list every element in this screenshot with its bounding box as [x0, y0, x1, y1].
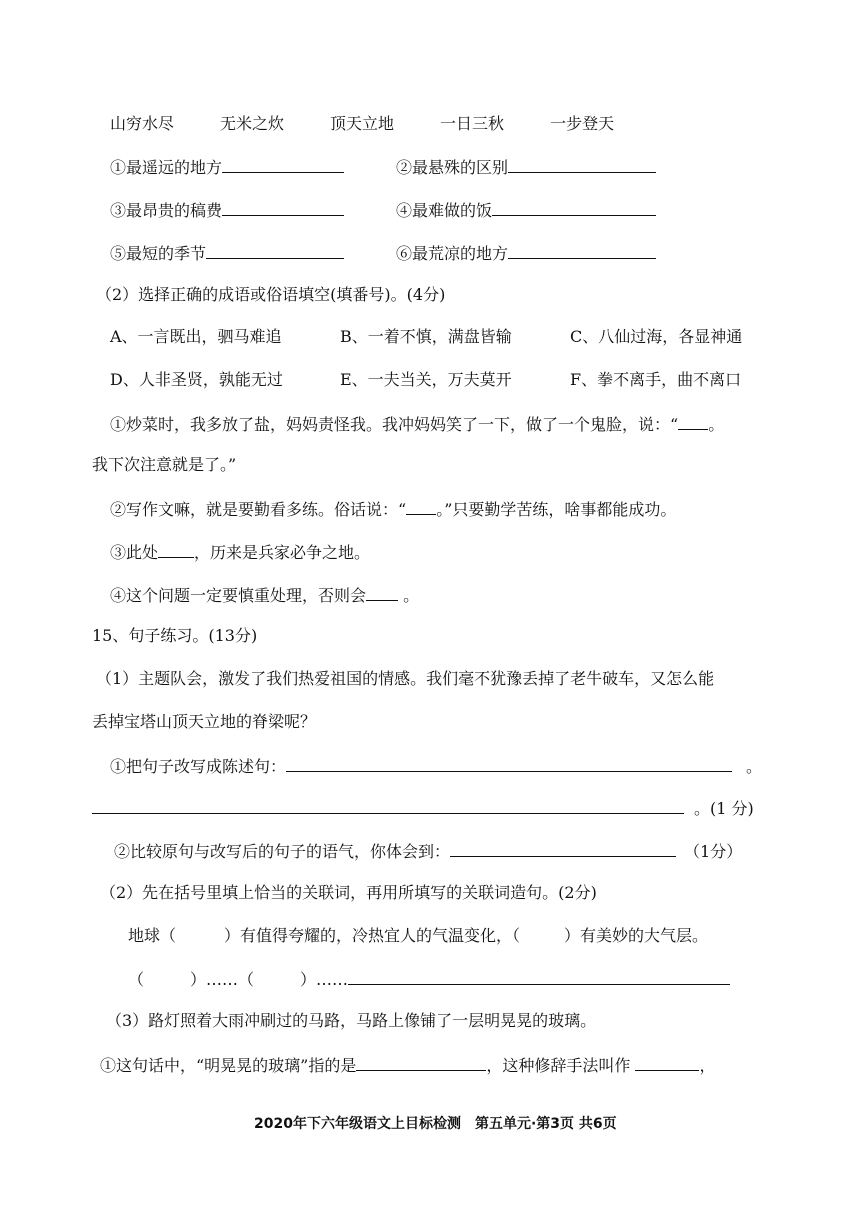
question-line: （3）路灯照着大雨冲刷过的马路，马路上像铺了一层明晃晃的玻璃。 — [106, 1011, 597, 1030]
option: A、一言既出，驷马难追 — [110, 327, 282, 346]
answer-blank[interactable] — [508, 156, 656, 173]
idiom: 一步登天 — [550, 114, 615, 133]
q1-item: ⑤最短的季节 — [110, 242, 344, 264]
q1-item: ④最难做的饭 — [396, 199, 656, 221]
question-line: 地球（ ）有值得夸耀的，冷热宜人的气温变化，（ ）有美妙的大气层。 — [128, 926, 709, 945]
q1-item: ⑥最荒凉的地方 — [396, 242, 656, 264]
section-heading: （2）选择正确的成语或俗语填空(填番号)。(4分) — [96, 285, 446, 304]
answer-blank[interactable] — [635, 1054, 699, 1071]
answer-blank[interactable] — [92, 797, 684, 814]
answer-blank[interactable] — [406, 498, 436, 515]
question-line: ①这句话中，“明晃晃的玻璃”指的是 ，这种修辞手法叫作 ， — [100, 1056, 716, 1075]
q1-item: ③最昂贵的稿费 — [110, 199, 344, 221]
idiom: 山穷水尽 — [110, 114, 175, 133]
question-line: ②比较原句与改写后的句子的语气，你体会到： （1分） — [114, 842, 743, 861]
answer-blank[interactable] — [348, 968, 730, 985]
q1-item: ①最遥远的地方 — [110, 156, 344, 178]
question-line: （1）主题队会，激发了我们热爱祖国的情感。我们毫不犹豫丢掉了老牛破车，又怎么能 — [96, 669, 715, 688]
option: E、一夫当关，万夫莫开 — [340, 370, 512, 389]
page-footer: 2020年下六年级语文上目标检测 第五单元·第3页 共6页 — [254, 1116, 617, 1132]
q1-item: ②最悬殊的区别 — [396, 156, 656, 178]
question-line: ③此处 ，历来是兵家必争之地。 — [110, 543, 371, 562]
question-line: 。(1 分) — [92, 797, 754, 819]
answer-blank[interactable] — [450, 840, 676, 857]
idiom: 一日三秋 — [440, 114, 505, 133]
option: B、一着不慎，满盘皆输 — [340, 327, 512, 346]
answer-blank[interactable] — [508, 242, 656, 259]
question-line: 丢掉宝塔山顶天立地的脊梁呢？ — [92, 712, 317, 731]
question-line: ①炒菜时，我多放了盐，妈妈责怪我。我冲妈妈笑了一下，做了一个鬼脸，说：“ 。 — [110, 415, 725, 434]
question-line: 我下次注意就是了。” — [92, 455, 237, 474]
answer-blank[interactable] — [492, 199, 656, 216]
answer-blank[interactable] — [158, 541, 194, 558]
section-heading: 15、句子练习。(13分) — [92, 626, 258, 645]
option: F、拳不离手，曲不离口 — [570, 370, 742, 389]
answer-blank[interactable] — [222, 156, 344, 173]
answer-blank[interactable] — [222, 199, 344, 216]
question-line: （ ）……（ ）…… — [128, 968, 730, 990]
idiom: 顶天立地 — [330, 114, 395, 133]
idiom: 无米之炊 — [220, 114, 285, 133]
answer-blank[interactable] — [356, 1054, 486, 1071]
question-line: ①把句子改写成陈述句： 。 — [110, 757, 763, 776]
answer-blank[interactable] — [366, 584, 398, 601]
option: D、人非圣贤，孰能无过 — [110, 370, 283, 389]
option: C、八仙过海，各显神通 — [570, 327, 743, 346]
answer-blank[interactable] — [678, 413, 708, 430]
answer-blank[interactable] — [206, 242, 344, 259]
question-line: （2）先在括号里填上恰当的关联词，再用所填写的关联词造句。(2分) — [100, 883, 597, 902]
question-line: ④这个问题一定要慎重处理，否则会 。 — [110, 586, 420, 605]
question-line: ②写作文嘛，就是要勤看多练。俗话说：“ 。”只要勤学苦练，啥事都能成功。 — [110, 500, 677, 519]
idiom-row — [110, 114, 614, 134]
answer-blank[interactable] — [286, 755, 732, 772]
